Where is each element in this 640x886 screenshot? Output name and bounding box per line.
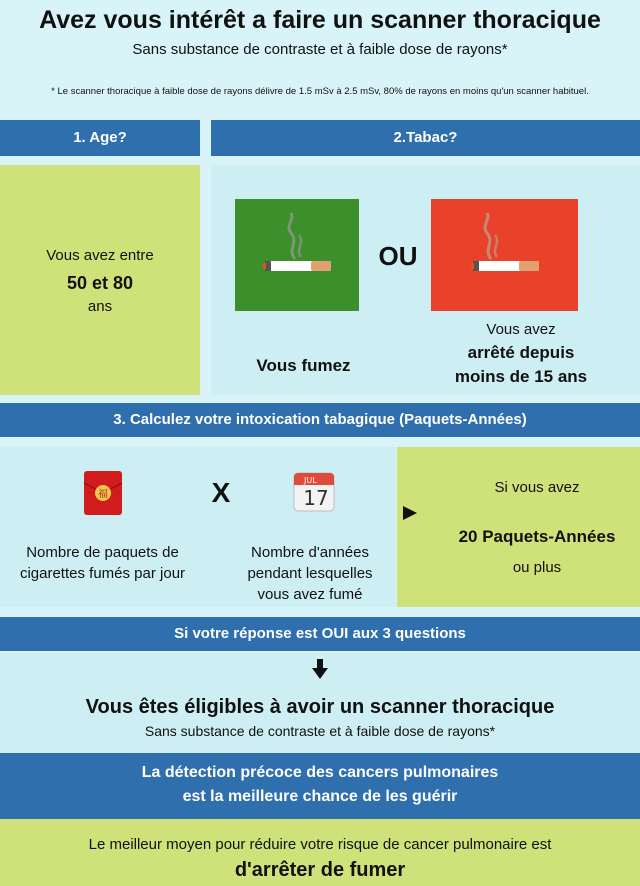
- condition-bar: Si votre réponse est OUI aux 3 questions: [0, 617, 640, 651]
- calendar-icon: [292, 469, 336, 513]
- smoking-label: Vous fumez: [256, 356, 351, 375]
- age-line3: ans: [87, 298, 113, 315]
- result-panel: [397, 447, 640, 607]
- eligible-title: Vous êtes éligibles à avoir un scanner thoracique: [85, 696, 555, 718]
- cigarette-pack-icon: [82, 469, 124, 517]
- detection-line1: La détection précoce des cancers pulmonaires: [141, 764, 499, 781]
- header: [0, 0, 640, 110]
- years-line2: pendant lesquelles: [247, 565, 373, 582]
- footer-line1: Le meilleur moyen pour réduire votre risque de cancer pulmonaire est: [88, 836, 552, 853]
- calc-heading: 3. Calculez votre intoxication tabagique (Paquets-Années): [0, 403, 640, 437]
- age-line1: Vous avez entre: [46, 247, 154, 264]
- pack-glyph: 福: [98, 489, 108, 500]
- result-line2: 20 Paquets-Années: [458, 527, 616, 546]
- age-heading: 1. Age?: [0, 120, 200, 156]
- smoker-box: [235, 199, 359, 311]
- quit-box: [431, 199, 578, 311]
- or-label: OU: [378, 241, 418, 271]
- quit-line2: arrêté depuis: [467, 343, 575, 362]
- quit-line1: Vous avez: [486, 321, 556, 338]
- tobacco-panel: [211, 165, 640, 395]
- footer-line2: d'arrêter de fumer: [234, 859, 406, 881]
- packs-line2: cigarettes fumés par jour: [19, 565, 186, 582]
- result-line3: ou plus: [512, 559, 562, 576]
- result-line1: Si vous avez: [494, 479, 580, 496]
- quit-line3: moins de 15 ans: [454, 367, 588, 386]
- page-subtitle: Sans substance de contraste et à faible dose de rayons*: [132, 41, 508, 58]
- calendar-day: 17: [303, 486, 329, 510]
- arrow-right-icon: [403, 504, 417, 522]
- eligible-panel: [0, 653, 640, 753]
- detection-bar: [0, 753, 640, 819]
- cigarette-icon: [431, 199, 578, 311]
- calc-panel: [0, 447, 396, 607]
- multiply-sign: X: [211, 477, 231, 508]
- arrow-down-icon: [312, 659, 328, 679]
- years-line3: vous avez fumé: [257, 586, 363, 603]
- footer-panel: [0, 819, 640, 886]
- page-title: Avez vous intérêt a faire un scanner thoracique: [39, 6, 601, 34]
- footnote: * Le scanner thoracique à faible dose de rayons délivre de 1.5 mSv à 2.5 mSv, 80% de rayons en moins qu'un scanner habituel.: [51, 86, 589, 97]
- eligible-subtitle: Sans substance de contraste et à faible dose de rayons*: [144, 723, 496, 739]
- detection-line2: est la meilleure chance de les guérir: [182, 788, 458, 805]
- calendar-month: JUL: [304, 476, 317, 485]
- age-range: 50 et 80: [66, 273, 134, 293]
- tobacco-heading: 2.Tabac?: [211, 120, 640, 156]
- packs-line1: Nombre de paquets de: [26, 544, 179, 561]
- years-line1: Nombre d'années: [251, 544, 369, 561]
- cigarette-icon: [235, 199, 359, 311]
- age-panel: [0, 165, 200, 395]
